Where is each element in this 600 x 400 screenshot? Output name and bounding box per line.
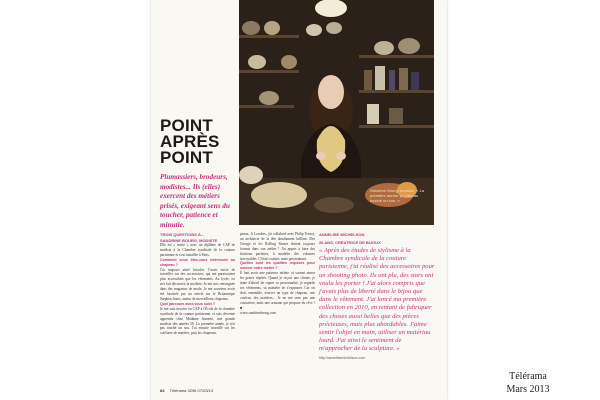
article-headline [160, 118, 240, 166]
column-intro: TROIS QUESTIONS À... [160, 232, 205, 237]
interviewee-name: SANDRINE BOURG, MODISTE [160, 237, 218, 243]
page-footer [160, 388, 300, 393]
website-link[interactable]: http://annelisemichelson.com [319, 355, 366, 360]
workshop-photo [239, 0, 434, 225]
magazine-issue: Télérama 3296 [169, 388, 197, 393]
paragraph: Je me suis inscrite en CAP à l'École de la chambre syndicale de la couture parisienne, et suis devenue apprentie chez Madame Jeanette, une grande modiste des années 50. La première année, je n'ai pas touché un sou. J'ai ensuite travaillé sur les coiffures de mariées, puis les chapeaux. [160, 306, 235, 336]
interviewee-name: ANNELISE MICHELSON [319, 232, 365, 237]
side-label-date: Mars 2013 [506, 384, 550, 395]
article-column-1 [160, 232, 235, 384]
photo-caption: Sandrine Bourg, modiste. « La première année, je n'ai pas touché un sou. » [370, 188, 425, 203]
paragraph: J'ai toujours aimé bricoler. J'avais envie de travailler sur des accessoires, qui me paraissaient plus accessibles que les vêtements. Au lycée, on m'a fait découvrir la modiste. Je me suis renseignée dans des magasins de mode. Je me souviens avoir été fascinée par un article sur le Britannique Stephen Jones, auteur de merveilleux chapeaux. [160, 267, 235, 301]
headline-line: APRÈS [160, 132, 220, 151]
pull-quote: « Après des études de stylisme à la Chambre syndicale de la couture parisienne, j'ai réalisé des accessoires pour un shooting photo. Ils ont plu, des stars ont voulu les porter ! J'ai alors compris que j'avais plus de liberté dans le bijou que dans le vêtement. J'ai lancé ma première collection en 2010, en tentant de fabriquer des choses aussi belles que des pièces précieuses, mais plus abordables. J'aime sentir l'objet en main, utiliser un matériau lourd. J'ai ainsi le sentiment de m'approcher de la sculpture. » [319, 247, 435, 353]
website-link[interactable]: www.sandrinebourg.com [240, 310, 277, 315]
paragraph: Elle est « sortie » avec un diplôme de CAP de modiste à la Chambre syndicale de la couture parisienne et s'est installée à Paris. [160, 243, 235, 257]
article-lede: Plumassiers, brodeurs, modistes... Ils (elles) exercent des métiers prisés, exigeant sens du toucher, patience et minutie. [160, 173, 230, 229]
side-label [497, 370, 559, 396]
headline-line: POINT [160, 148, 213, 167]
headline-line: POINT [160, 116, 213, 135]
interview-question: Quelles sont les qualités requises pour exercer votre métier ? [240, 261, 315, 271]
page-number: 84 [160, 388, 165, 393]
side-label-title: Télérama [509, 371, 547, 382]
article-column-3 [319, 232, 435, 387]
paragraph: peaux. À Londres, j'ai collaboré avec Philip Treacy, un architecte de la tête absolument brillant. Des George et les Rolling Stones étaient toujours fournis dans son atelier ! J'ai appris à faire des finitions parfaites, à modeler des volumes incroyables. C'était couture, mais passionnant. [240, 232, 315, 261]
issue-date: 07/03/13 [197, 388, 214, 393]
paragraph: Il faut avoir une patience infinie, et surtout aimer les gestes répétés. Quand je reçois une cliente, je tente d'abord de capter sa personnalité, je regarde ses vêtements, sa manière de s'exprimer. Car on doit, ensemble, trouver un type de chapeau, une couleur, des matières... Je ne me sens pas une couturière, mais une artisane qui propose du rêve ! ■ [240, 271, 315, 310]
interview-question: Comment vous êtes-vous intéressée au chapeau ? [160, 257, 235, 267]
article-column-2 [240, 232, 315, 382]
interviewee-role: 26 ANS, CRÉATRICE DE BIJOUX [319, 239, 381, 245]
interview-question: Quel parcours avez-vous suivi ? [160, 301, 216, 306]
